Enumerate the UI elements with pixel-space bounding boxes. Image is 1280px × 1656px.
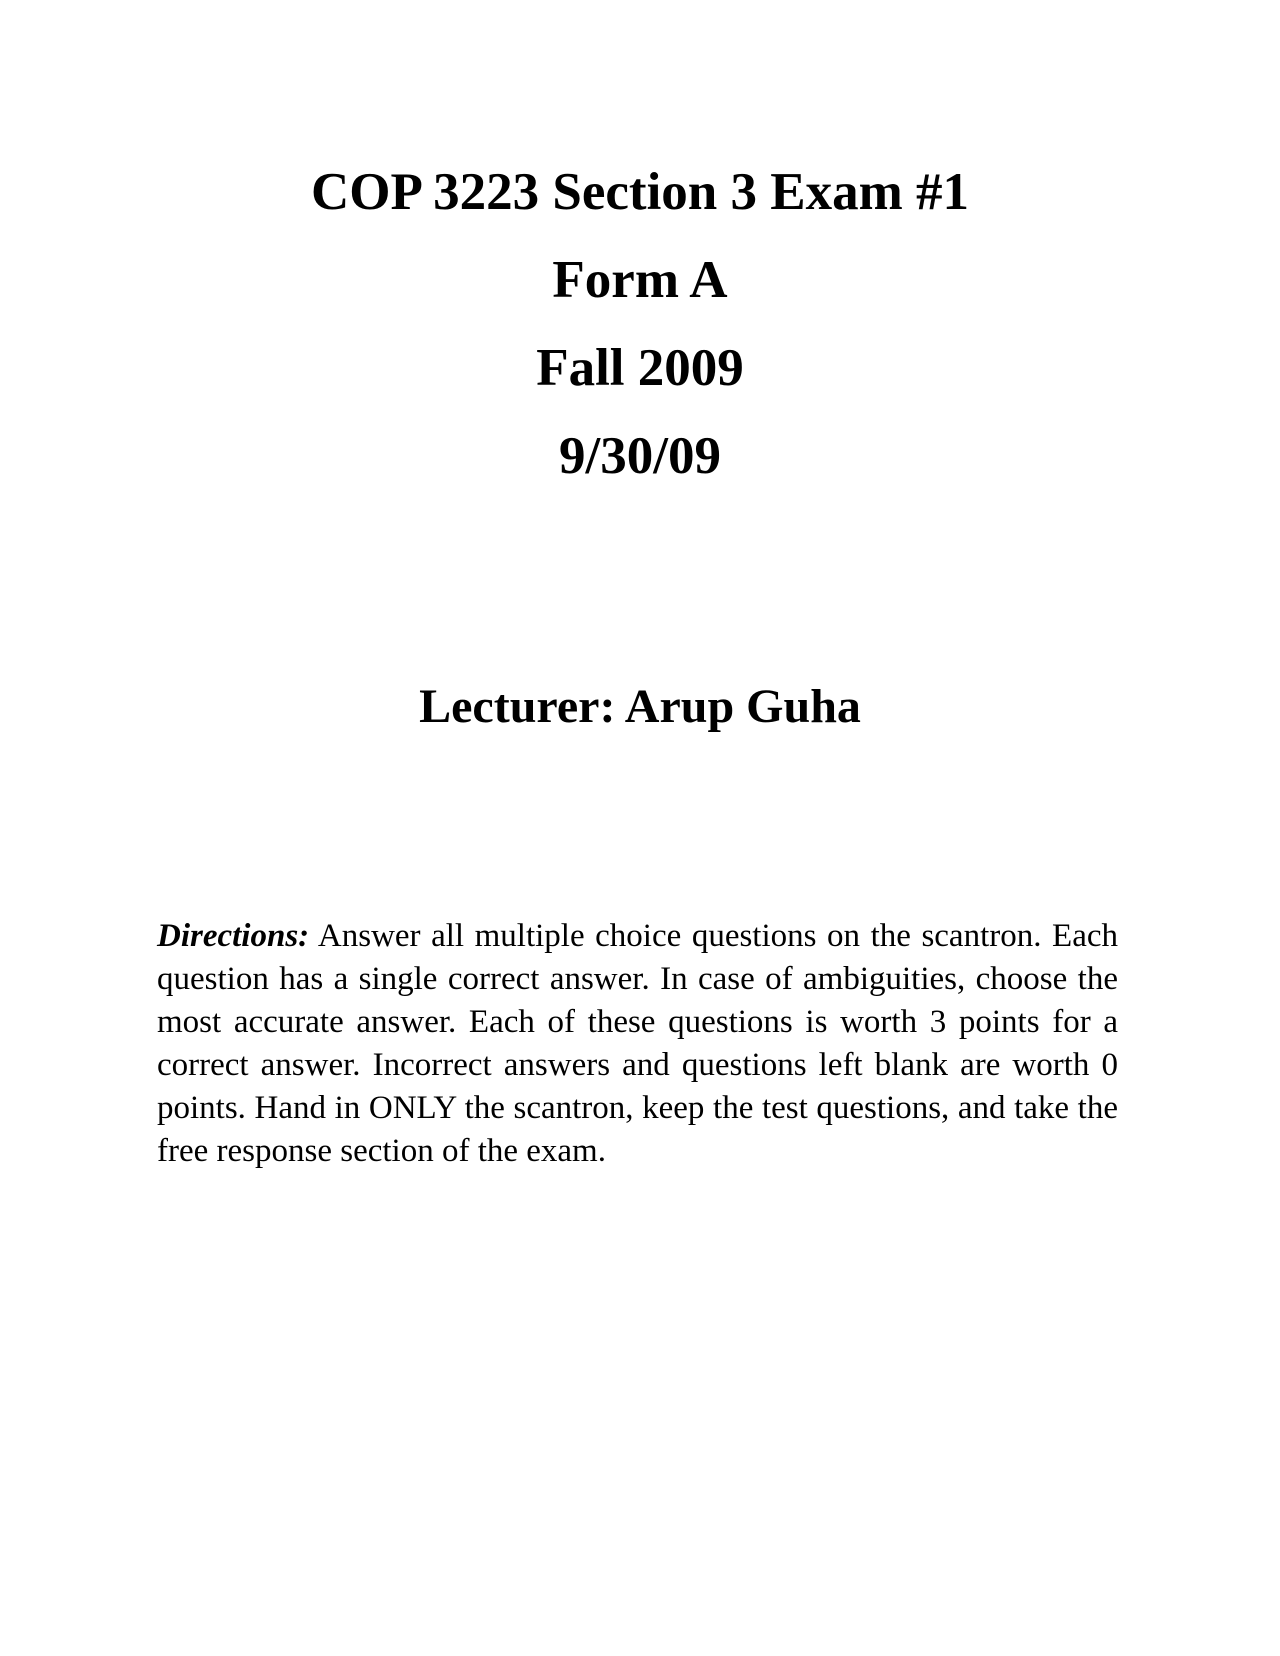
lecturer-name: Lecturer: Arup Guha (419, 680, 861, 733)
course-title: COP 3223 Section 3 Exam #1 (310, 163, 970, 221)
directions-label: Directions: (157, 918, 310, 954)
exam-form: Form A (552, 251, 728, 309)
directions-text: Answer all multiple choice questions on the scantron. Each question has a single correct answer. In case of ambiguities, choose the most accurate answer. Each of these questions is worth 3 points for a correct answer. Incorrect answers and questions left blank are worth 0 points. Hand in ONLY the scantron, keep the test questions, and take the free response section of the exam. (157, 918, 1118, 1169)
exam-term: Fall 2009 (536, 339, 744, 397)
directions-paragraph (157, 915, 1118, 1173)
exam-title-block (0, 148, 1280, 500)
exam-date: 9/30/09 (559, 427, 721, 485)
